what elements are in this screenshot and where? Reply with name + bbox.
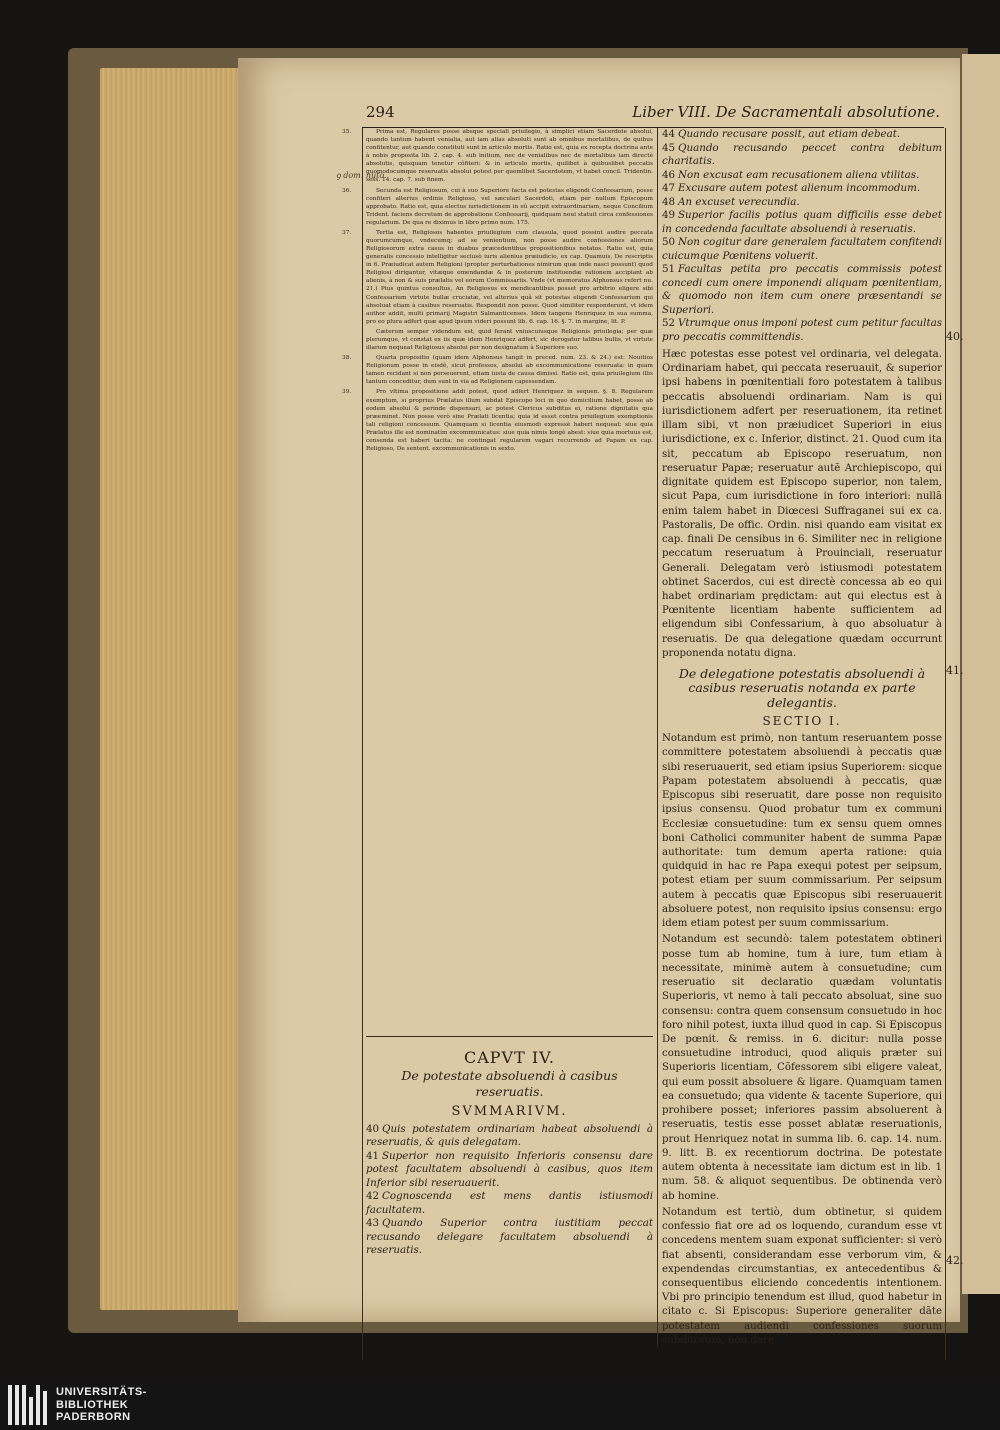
- library-line-3: PADERBORN: [56, 1411, 131, 1423]
- summary-item-text: Vtrumque onus imponi potest cum petitur facultas pro peccatis committendis.: [662, 317, 942, 343]
- paragraph-number: 36.: [342, 187, 352, 194]
- section-heading: SECTIO I.: [762, 713, 842, 728]
- margin-number-41: 41.: [946, 664, 964, 677]
- summary-item-text: Non cogitur dare generalem facultatem confitendi cuicumque Pœnitens voluerit.: [662, 236, 942, 262]
- summary-item-text: Superior facilis potius quam difficilis esse debet in concedenda facultate absoluendi à reseruatis.: [662, 209, 942, 235]
- paragraph-text: Prima est, Regulares posse absque speciali priuilegio, à simplici etiam Sacerdote absolui, quando tantum habent venialia, aut iam alias absoluti sunt ab omnibus mortalibus, de quibus confitentur, aut quando constituti sunt in articulo mortis. Ratio est, quia ex recepta doctrina ante à nobis proposita lib. 2. cap. 4. sub initium, nec de venialibus nec de mortalibus iam directè absolutis, quisquam tenetur cõfiteri: & in articulo mortis, quilibet à quibuslibet peccatis quomodocumque reseruatis absolui potest per quemlibet Sacerdotem, vt habet concil. Tridentin. sess. 14. cap. 7. sub finem.: [366, 129, 653, 184]
- summary-item-number: 49: [662, 209, 676, 221]
- summary-item-number: 51: [662, 263, 676, 275]
- summary-item-number: 47: [662, 182, 676, 194]
- summary-item: [662, 263, 942, 317]
- summary-item-text: Quando recusando peccet contra debitum charitatis.: [662, 141, 942, 167]
- running-header: [362, 101, 944, 128]
- library-logo-icon: [8, 1385, 48, 1425]
- chapter-title: CAPVT IV.: [463, 1048, 556, 1067]
- facing-page-edge: [962, 54, 1000, 1294]
- summary-item-number: 50: [662, 236, 676, 248]
- paragraph: [342, 187, 653, 227]
- paragraph-41: Notandum est primò, non tantum reseruantem posse committere potestatem absoluendi à peccatis quæ sibi reseruauerit, sed etiam ipsius Superiorem: sicque Papam potestatem absoluendi à peccatis, quæ Episcopus sibi reseruatit, dare posse non requisito ipsius consensu. Quod probatur tum ex communi Ecclesiæ consuetudine: tum ex sensu quem omnes boni Catholici communiter habent de summa Papæ authoritate: tum demum aperta ratione: quia quidquid in hac re Papa exequi potest per seipsum, potest etiam per suum commissarium. Per seipsum autem à peccatis quæ Episcopus sibi reseruauerit absoluere potest, non requisito ipsius consensu: ergo idem etiam potest per suum commissarium.: [662, 733, 943, 930]
- summary-item-text: Excusare autem potest alienum incommodum.: [678, 182, 921, 194]
- summary-item-number: 44: [662, 128, 676, 140]
- paragraph-text: Tertia est, Religiosos habentes priuilegium cum clausula, quod possint audire peccata quorumcumque, vndecumq; ad se venientium, non posse audire confessiones aliorum Religiosorum extra casus in duabus præcedentibus propositionibus notatos. Ratio est, quia generalis concessio intelligitur seclusò iuris alienius præiudicio, ex cap. Quamuis, De rescriptis in 6. Præiudicat autem Religioni (propter perturbationes nimirum quæ inde nasci possunt) quod Religiosi dirigantur, vitæque emendandæ & in posterum instituendæ rationem accipiant ab alienis, à non & suis prælatis vel eorum Commissariis. Vnde (vt memoratus Alphonsus refert nu. 21.) Pius quintus consultus, An Religiosus ex mendicantibus posset pro arbitrio eligere sibi Confessarium virtute bullæ cruciatæ, vel alterius quã sit potestas eligendi Confessarium qui absoluat etiam à casibus reseruatis. Respondit non posse. Quod similiter responderunt, vt idem author addit, multi primarij Magistri Salmanticenses. Idem tangens Henriquez in sua summa, pro eo plura adfert quæ apud ipsum videri possunt lib. 6. cap. 16. §. 7. in margine, lit. P.: [366, 229, 653, 325]
- summary-item: [662, 209, 942, 236]
- summary-item-number: 52: [662, 317, 676, 329]
- summary-item: [662, 236, 942, 263]
- page-number: 294: [366, 103, 395, 121]
- summary-item: [662, 128, 942, 142]
- summary-item-text: Superior non requisito Inferioris consensu dare potest facultatem absoluendi à casibus, quos item Inferior sibi reseruauerit.: [366, 1149, 653, 1189]
- summary-item: [366, 1150, 653, 1191]
- summary-item-text: An excuset verecundia.: [678, 195, 800, 208]
- library-line-2: BIBLIOTHEK: [56, 1398, 129, 1411]
- summary-item-text: Non excusat eam recusationem aliena vtilitas.: [678, 168, 920, 181]
- summary-item: [662, 169, 942, 183]
- paragraph-text: Quarta propositio (quam idem Alphonsus tangit in preced. num. 23. & 24.) est: Nouitios Religionum posse in eisdẽ, sicut professos, absolui ab excommunicatione reseruata: in quam tamen recidant si non perseuerent, etiam iusta de causa dimissi. Ratio est, quia priuilegium illis tantum conceditur, dum sunt in via ad Religionem capessendam.: [366, 355, 653, 386]
- paragraph-number: 35.: [342, 129, 352, 135]
- summary-item-number: 40: [366, 1122, 380, 1135]
- library-line-1: UNIVERSITÄTS-: [56, 1386, 147, 1398]
- summary-item: [366, 1123, 653, 1150]
- chapter-block: [366, 1044, 653, 1258]
- summary-item-text: Quando recusare possit, aut etiam debeat.: [678, 128, 901, 140]
- paragraph-text: Cæterum semper videndum est, quid ferant vniuscuiusque Religionis priuilegia; per quæ plerumque, vt constat ex iis quæ idem Henriquez adfert, sic derogatur talibus bullis, vt virtute illarum nequeat Religiosus absolui per non designatum à Superiore suo.: [366, 328, 653, 352]
- paragraph: [342, 388, 653, 453]
- summary-item: [662, 142, 942, 169]
- paragraph: [342, 354, 653, 386]
- paragraph-number: 38.: [342, 355, 352, 362]
- margin-number-40: 40.: [946, 330, 964, 343]
- paragraph-40: Hæc potestas esse potest vel ordinaria, vel delegata. Ordinariam habet, qui peccata reseruauit, & superior ipsi habens in pœnitentiali foro potestatem à talibus peccatis absoluendi ordinariam. Nam is qui iurisdictionem adfert per reseruationem, ita retinet illam sibi, vt non præiudicet Superiori in eius iurisdictione, ex c. Inferior, distinct. 21. Quod cum ita sit, peccatum ab Episcopo reseruatum, non reseruatur Papæ; reseruatur autẽ Archiepiscopo, qui dignitate quidem est Episcopo superior, non talem, sicut Papa, cum iurisdictione in foro interiori: nullã enim talem habet in Diœcesi Suffraganei sui ex ca. Pastoralis, De offic. Ordin. nisi quando eam visitat ex cap. finali De censibus in 6. Similiter nec in religione peccatum reseruatum à Prouinciali, reseruatur Generali. Delegatam verò istiusmodi potestatem obtinet Sacerdos, cui est directè concessa ab eo qui habet ordinariam prędictam: aut qui electus est à Pœnitente licentiam habente sufficientem ad eligendum sibi Confessarium, à quo absoluatur à reseruatis. De qua delegatione quædam occurrunt proponenda notatu digna.: [662, 349, 942, 659]
- summary-item-text: Facultas petita pro peccatis commissis potest concedi cum onere imponendi aliquam pœnitentiam, & quomodo non item cum onere præsentandi se Superiori.: [662, 263, 942, 316]
- summary-item-number: 42: [366, 1190, 380, 1203]
- summary-list-left: [366, 1123, 653, 1258]
- summary-heading: SVMMARIVM.: [451, 1103, 568, 1119]
- right-column: [662, 128, 942, 1350]
- page-edges: [100, 68, 240, 1310]
- library-footer: [0, 1380, 1000, 1430]
- paragraph-43: Notandum est tertiò, dum obtinetur, si quidem confessio fiat ore ad os loquendo, curandum esse vt concedens mentem suam exponat sufficienter: si verò fiat absenti, considerandam esse verborum vim, & expendendas circumstantias, ex antecedentibus & consequentibus eliciendo concedentis intentionem. Vbi pro principio tenendum est illud, quod habetur in citato c. Si Episcopus: Superiore generaliter dãte potestatem audiendi confessiones suorum subditorum, non dare: [662, 1206, 942, 1346]
- summary-item-text: Quando Superior contra iustitiam peccat recusando delegare facultatem absoluendi à reseruatis.: [366, 1217, 653, 1257]
- summary-item-number: 48: [662, 195, 676, 208]
- running-title: Liber VIII. De Sacramentali absolutione.: [632, 103, 940, 121]
- chapter-rule: [366, 1036, 653, 1037]
- chapter-subtitle: De potestate absoluendi à casibus reseruatis.: [401, 1068, 618, 1100]
- margin-note: ꝯ dom. nuto.: [336, 171, 387, 180]
- summary-item: [366, 1190, 653, 1217]
- delegation-heading: De delegatione potestatis absoluendi à casibus reseruatis notanda ex parte delegantis.: [678, 666, 926, 710]
- paragraph-text: Secunda est Religiosum, cui à suo Superiore facta est potestas eligendi Confessarium, posse confiteri alterius ordinis Religioso, vel sæculari Sacerdoti, etiam per nullum Episcopum approbato. Ratio est, quia electus iurisdictionem in eũ accipit extraordinariam, neque Concilium Trident. faciens decretum de approbatione Confessarij, quidquam noui statuit circa confessiones regularium. De qua re diximus in libro primo num. 175.: [366, 187, 653, 226]
- summary-item-number: 45: [662, 141, 676, 154]
- summary-item: [366, 1217, 653, 1258]
- summary-item-text: Cognoscenda est mens dantis istiusmodi facultatem.: [366, 1190, 653, 1216]
- summary-item-number: 41: [366, 1149, 380, 1162]
- library-name: [56, 1386, 147, 1424]
- summary-item: [662, 317, 942, 344]
- paragraph-number: 37.: [342, 229, 352, 236]
- summary-list-right: [662, 128, 942, 344]
- summary-item-text: Quis potestatem ordinariam habeat absoluendi à reseruatis, & quis delegatam.: [366, 1122, 653, 1149]
- summary-item: [662, 196, 942, 210]
- summary-item-number: 46: [662, 168, 676, 181]
- summary-item: [662, 182, 942, 196]
- paragraph: [366, 328, 653, 352]
- paragraph-number: 39.: [342, 389, 352, 396]
- paragraph: [342, 229, 653, 326]
- margin-number-42: 42.: [946, 1254, 964, 1267]
- paragraph-42: Notandum est secundò: talem potestatem obtineri posse tum ab homine, tum à iure, tum etiam à necessitate, minimè autem à consuetudine; cum reseruatio sit declaratio quædam voluntatis Superioris, vt nemo à tali peccato absoluat, sine suo consensu: contra quem consensum consuetudo in hoc foro nihil potest, iuxta illud quod in cap. Si Episcopus De pœnit. & remiss. in 6. dicitur: nulla posse consuetudine introduci, quod aliquis præter sui Superioris licentiam, Cõfessorem sibi eligere valeat, qui eum possit absoluere & ligare. Quamquam tamen ea consuetudo; qua vidente & tacente Superiore, qui prohibere posset; inferiores passim absoluerent à reseruatis, testis esse posset ablatæ reseruationis, prout Henriquez notat in summa lib. 6. cap. 14. num. 9. litt. B. ex recentiorum doctrina. De potestate autem obtenta à necessitate iam dictum est in lib. 1 num. 58. & aliquot sequentibus. De obtinenda verò ab homine.: [662, 934, 942, 1202]
- summary-item-number: 43: [366, 1217, 380, 1230]
- column-divider: [657, 128, 658, 1346]
- paragraph-text: Pro vltima propositione addi potest, quod adfert Henriquez in sequen. §. 8. Regularem exemptum, si proprius Prælatus illum subdat Episcopo loci in quo domicilium habet, posse ab eodem absolui & perinde dispensari, ac potest Clericus subditus ei, ratione dignitatis qua præeminet. Non posse verò sine Prælati licentia; quia id esset contra priuilegium exemptionis tali religioni concessum. Quamquam si licentia eiusmodi expressè haberi nequeat: siue quia Prælatus ille est nominatim excommunicatus: siue quia nimis longè abest: siue quia mortuus est, censenda est haberi tacita: ne contingat regularem vagari recurrendo ad Papam ex cap. Religioso, De sentent. excommunicationis in sexto.: [366, 389, 653, 452]
